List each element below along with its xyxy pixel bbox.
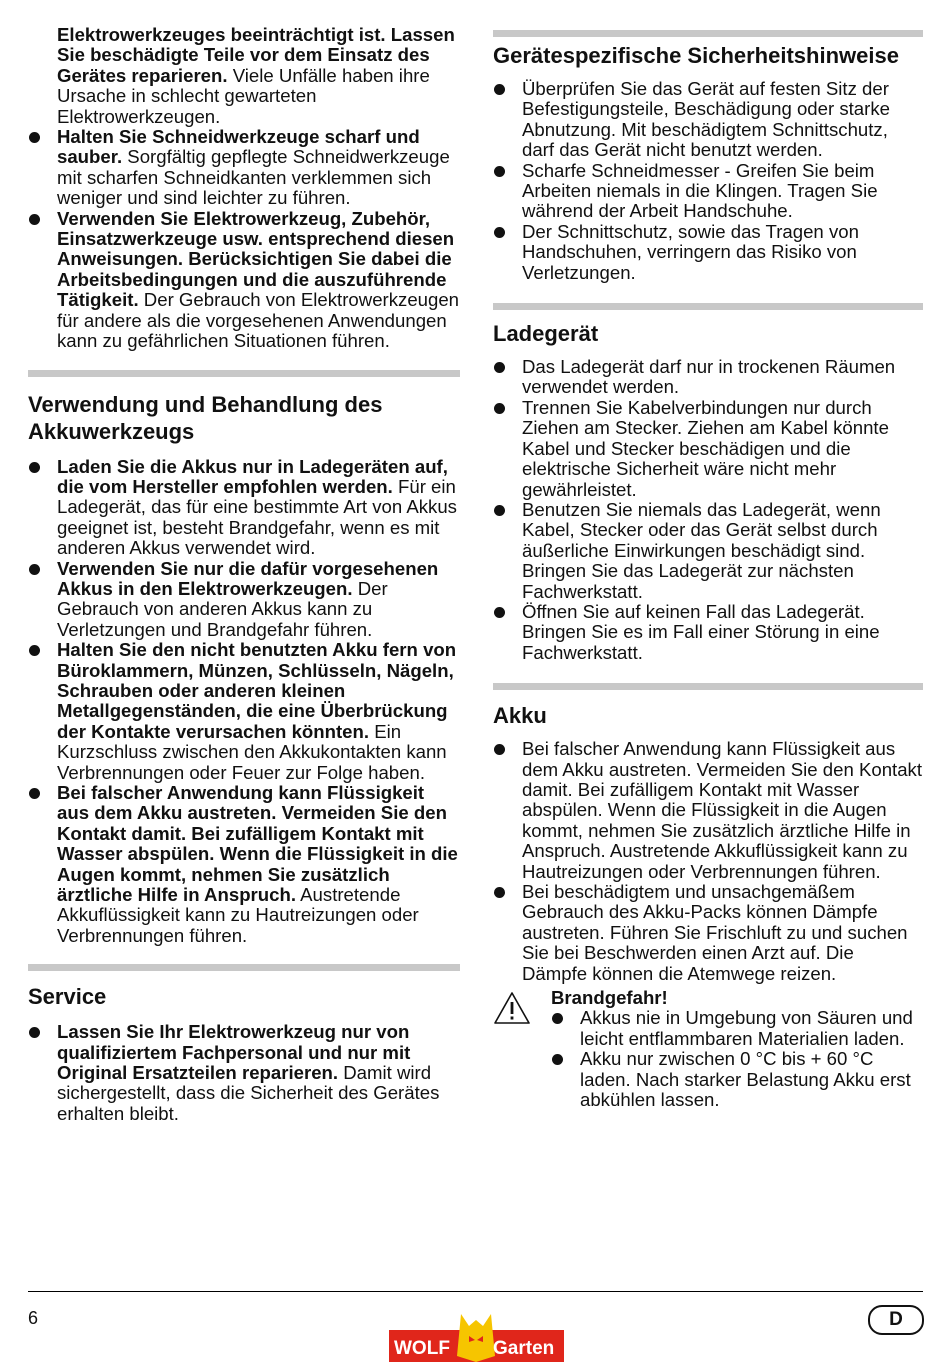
left-column (28, 0, 460, 1124)
list-item: Das Ladegerät darf nur in trockenen Räumen verwendet werden. (493, 357, 923, 398)
list-item: Scharfe Schneidmesser - Greifen Sie beim Arbeiten niemals in die Klingen. Tragen Sie während der Arbeit Handschuhe. (493, 161, 923, 222)
section-divider (493, 683, 923, 690)
item-bold: Bei falscher Anwendung kann Flüssigkeit aus dem Akku austreten. Vermeiden Sie den Kontakt damit. Bei zufälligem Kontakt mit Wasser abspülen. Wenn die Flüssigkeit in die Augen kommt, nehmen Sie zusätzlich ärztliche Hilfe in Anspruch. (57, 782, 458, 906)
item-text: Damit wird sichergestellt, dass die Sicherheit des Gerätes erhalten bleibt. (57, 1062, 440, 1124)
section-divider (493, 303, 923, 310)
list-item: Der Schnittschutz, sowie das Tragen von Handschuhen, verringern das Risiko von Verletzungen. (493, 222, 923, 283)
list-item (28, 559, 460, 641)
intro-text: Viele Unfälle haben ihre Ursache in schlecht gewarteten Elektrowerkzeugen. (57, 64, 430, 127)
list-item: Benutzen Sie niemals das Ladegerät, wenn Kabel, Stecker oder das Gerät selbst durch äußerliche Einwirkungen beschädigt sind. Bringen Sie das Ladegerät zur nächsten Fachwerkstatt. (493, 500, 923, 602)
section-divider (28, 370, 460, 377)
footer-rule (28, 1291, 923, 1292)
item-text: Für ein Ladegerät, das für eine bestimmte Art von Akkus geeignet ist, besteht Brandgefahr, wenn es mit anderen Akkus verwendet wird. (57, 475, 457, 559)
geraet-list (493, 79, 923, 283)
service-list (28, 1022, 460, 1124)
section-heading-geraetespezifisch: Gerätespezifische Sicherheitshinweise (493, 43, 899, 68)
item-bold: Halten Sie den nicht benutzten Akku fern von Büroklammern, Münzen, Schlüsseln, Nägeln, Schrauben oder anderen kleinen Metallgegenständen, die eine Überbrückung der Kontakte verursachen könnten. (57, 639, 457, 742)
fox-head-icon (457, 1314, 495, 1362)
item-bold: Verwenden Sie nur die dafür vorgesehenen Akkus in den Elektrowerkzeugen. (57, 557, 439, 599)
item-text: Austretende Akkuflüssigkeit kann zu Hautreizungen oder Verbrennungen führen. (57, 884, 419, 946)
ladegeraet-list (493, 357, 923, 663)
fire-warning (493, 988, 923, 1110)
wolf-garten-logo (389, 1310, 564, 1362)
language-badge: D (868, 1305, 924, 1335)
list-item (28, 1022, 460, 1124)
list-item: Bei beschädigtem und unsachgemäßem Gebrauch des Akku-Packs können Dämpfe austreten. Führen Sie Frischluft zu und suchen Sie bei Beschwerden einen Arzt auf. Die Dämpfe können die Atemwege reizen. (493, 882, 923, 984)
item-text: Ein Kurzschluss zwischen den Akkukontakten kann Verbrennungen oder Feuer zur Folge haben. (57, 720, 447, 783)
akkuwerkzeug-list (28, 457, 460, 947)
list-item: Trennen Sie Kabelverbindungen nur durch Ziehen am Stecker. Ziehen am Kabel könnte Kabel und Stecker beschädigen und die elektrische Sicherheit wäre nicht mehr gewährleistet. (493, 398, 923, 500)
list-item: Akku nur zwischen 0 °C bis + 60 °C laden. Nach starker Belastung Akku erst abkühlen lassen. (551, 1049, 923, 1110)
logo-wolf-text: WOLF (394, 1338, 450, 1359)
list-item (28, 457, 460, 559)
item-bold: Lassen Sie Ihr Elektrowerkzeug nur von qualifiziertem Fachpersonal und nur mit Original Ersatzteilen reparieren. (57, 1021, 411, 1084)
item-text: Sorgfältig gepflegte Schneidwerkzeuge mit scharfen Schneidkanten verklemmen sich weniger und sind leichter zu führen. (57, 146, 450, 209)
item-bold: Laden Sie die Akkus nur in Ladegeräten auf, die vom Hersteller empfohlen werden. (57, 455, 448, 497)
section-heading-akku: Akku (493, 703, 547, 729)
list-item (28, 783, 460, 946)
list-item (28, 640, 460, 783)
warning-list (551, 1008, 923, 1110)
intro-list (28, 127, 460, 351)
item-text: Der Gebrauch von anderen Akkus kann zu Verletzungen und Brandgefahr führen. (57, 577, 388, 640)
list-item: Akkus nie in Umgebung von Säuren und leicht entflammbaren Materialien laden. (551, 1008, 923, 1049)
logo-garten-text: Garten (493, 1338, 555, 1359)
warning-title: Brandgefahr! (551, 987, 668, 1009)
list-item: Bei falscher Anwendung kann Flüssigkeit aus dem Akku austreten. Vermeiden Sie den Kontakt damit. Bei zufälligem Kontakt mit Wasser abspülen. Wenn die Flüssigkeit in die Augen kommt, nehmen Sie zusätzlich ärztliche Hilfe in Anspruch. Austretende Akkuflüssigkeit kann zu Hautreizungen oder Verbrennungen führen. (493, 739, 923, 882)
list-item (28, 209, 460, 352)
akku-list (493, 739, 923, 984)
list-item: Überprüfen Sie das Gerät auf festen Sitz der Befestigungsteile, Beschädigung oder starke Abnutzung. Mit beschädigtem Schnittschutz, darf das Gerät nicht benutzt werden. (493, 79, 923, 161)
item-bold: Verwenden Sie Elektrowerkzeug, Zubehör, Einsatzwerkzeuge usw. entsprechend diesen Anweisungen. Berücksichtigen Sie dabei die Arbeitsbedingungen und die auszuführende Tätigkeit. (57, 207, 455, 311)
right-column (493, 0, 923, 1110)
section-divider (493, 30, 923, 37)
warning-triangle-icon (493, 991, 531, 1025)
section-divider (28, 964, 460, 971)
list-item: Öffnen Sie auf keinen Fall das Ladegerät. Bringen Sie es im Fall einer Störung in eine Fachwerkstatt. (493, 602, 923, 663)
list-item (28, 127, 460, 209)
section-heading-service: Service (28, 984, 107, 1010)
section-heading-akkuwerkzeug: Verwendung und Behandlung des Akkuwerkzeugs (28, 391, 383, 444)
section-heading-ladegeraet: Ladegerät (493, 321, 599, 347)
intro-bold: Elektrowerkzeuges beeinträchtigt ist. Lassen Sie beschädigte Teile vor dem Einsatz des Gerätes reparieren. (57, 24, 455, 86)
item-text: Der Gebrauch von Elektrowerkzeugen für andere als die vorgesehenen Anwendungen kann zu gefährlichen Situationen führen. (57, 289, 460, 352)
page-number: 6 (28, 1308, 39, 1328)
intro-continuation (28, 25, 460, 127)
item-bold: Halten Sie Schneidwerkzeuge scharf und sauber. (57, 126, 420, 168)
